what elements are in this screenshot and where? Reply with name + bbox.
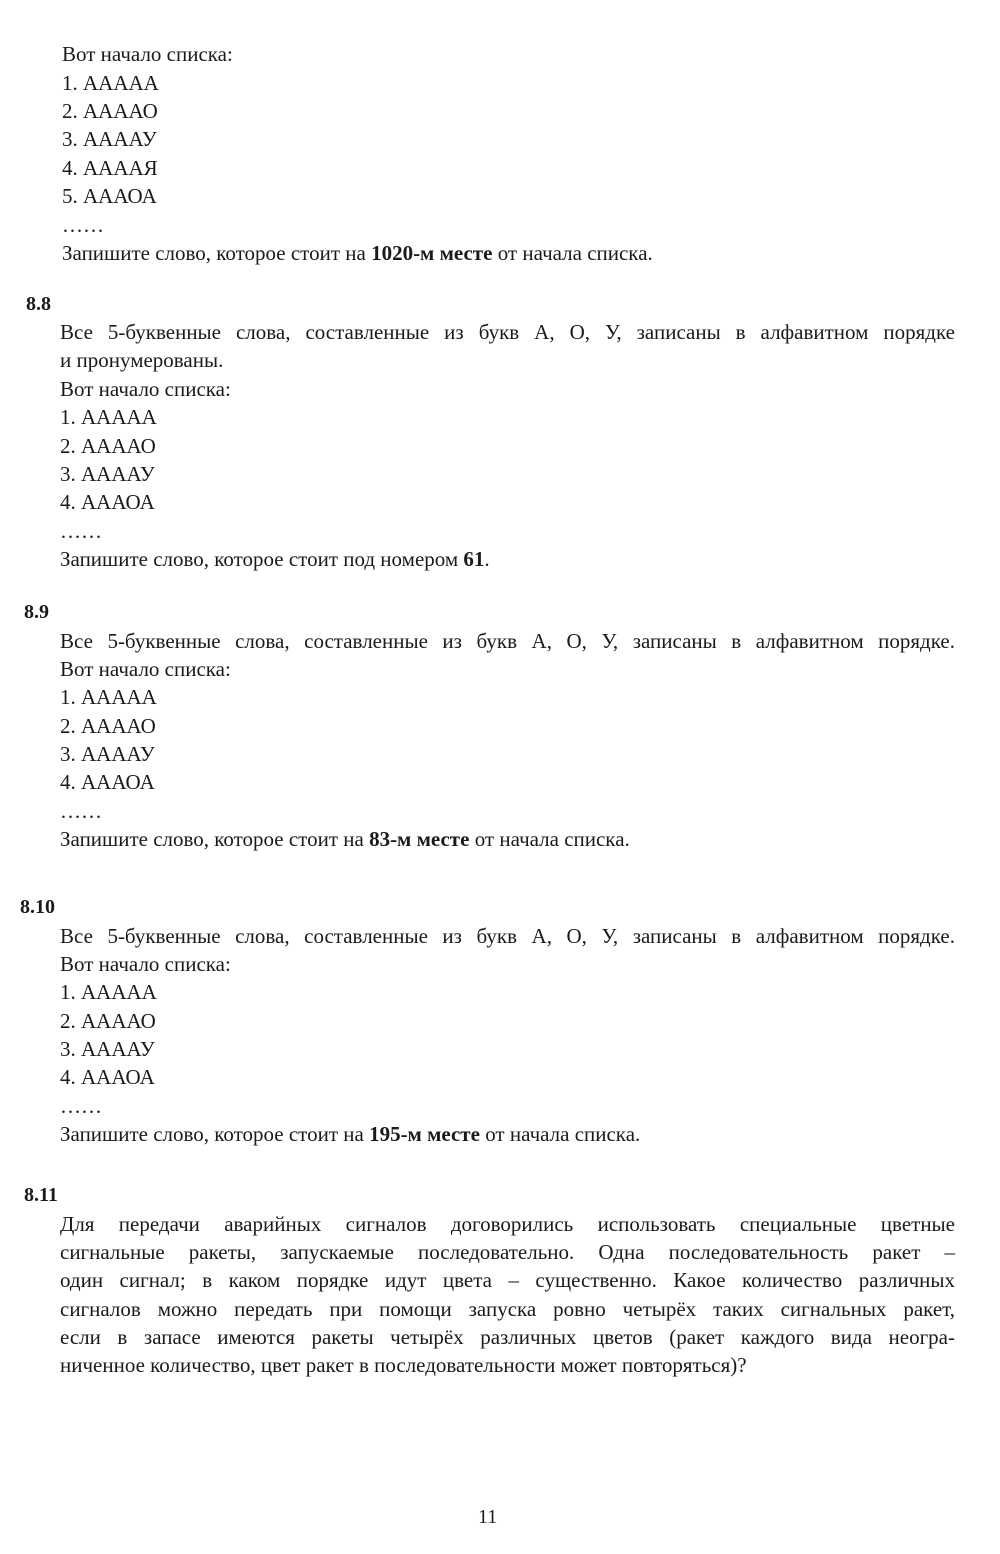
list-item: 3. ААААУ: [60, 462, 155, 486]
list-item: 2. ААААО: [60, 1009, 156, 1033]
list-item: 2. ААААО: [60, 714, 156, 738]
task-text-line: и пронумерованы.: [60, 348, 224, 372]
list-item: 4. ААААЯ: [62, 156, 158, 180]
list-item: 1. ААААА: [62, 71, 159, 95]
task-number: 8.10: [20, 896, 55, 918]
task-number: 8.11: [24, 1184, 58, 1206]
task-text-line: Все 5-буквенные слова, составленные из букв А, О, У, записаны в алфавитном порядке.: [60, 924, 955, 948]
list-ellipsis: ……: [62, 213, 104, 237]
list-start-label: Вот начало списка:: [62, 42, 233, 66]
question-line: Запишите слово, которое стоит на 195-м месте от начала списка.: [60, 1122, 641, 1146]
list-item: 4. АААОА: [60, 490, 155, 514]
question-line: Запишите слово, которое стоит под номером 61.: [60, 547, 490, 571]
task-text-line: если в запасе имеются ракеты четырёх различных цветов (ракет каждого вида неогра-: [60, 1325, 955, 1349]
list-ellipsis: ……: [60, 519, 102, 543]
question-line: Запишите слово, которое стоит на 83-м месте от начала списка.: [60, 827, 630, 851]
task-text-line: сигналов можно передать при помощи запуска ровно четырёх таких сигнальных ракет,: [60, 1297, 955, 1321]
list-start-label: Вот начало списка:: [60, 657, 231, 681]
list-item: 1. ААААА: [60, 980, 157, 1004]
list-item: 4. АААОА: [60, 770, 155, 794]
task-text-line: один сигнал; в каком порядке идут цвета – существенно. Какое количество различных: [60, 1268, 955, 1292]
list-item: 1. ААААА: [60, 685, 157, 709]
list-item: 3. ААААУ: [60, 742, 155, 766]
list-start-label: Вот начало списка:: [60, 377, 231, 401]
task-text-line: ниченное количество, цвет ракет в последовательности может повторяться)?: [60, 1353, 747, 1377]
page-number: 11: [478, 1506, 498, 1528]
task-number: 8.9: [24, 601, 49, 623]
list-item: 3. ААААУ: [60, 1037, 155, 1061]
question-line: Запишите слово, которое стоит на 1020-м месте от начала списка.: [62, 241, 653, 265]
task-number: 8.8: [26, 293, 51, 315]
list-item: 2. ААААО: [62, 99, 158, 123]
list-item: 1. ААААА: [60, 405, 157, 429]
list-item: 4. АААОА: [60, 1065, 155, 1089]
list-item: 3. ААААУ: [62, 127, 157, 151]
task-text-line: Все 5-буквенные слова, составленные из букв А, О, У, записаны в алфавитном порядке.: [60, 629, 955, 653]
list-item: 2. ААААО: [60, 434, 156, 458]
list-start-label: Вот начало списка:: [60, 952, 231, 976]
list-item: 5. АААОА: [62, 184, 157, 208]
list-ellipsis: ……: [60, 1094, 102, 1118]
list-ellipsis: ……: [60, 799, 102, 823]
task-text-line: Для передачи аварийных сигналов договорились использовать специальные цветные: [60, 1212, 955, 1236]
task-text-line: сигнальные ракеты, запускаемые последовательно. Одна последовательность ракет –: [60, 1240, 955, 1264]
task-text-line: Все 5-буквенные слова, составленные из букв А, О, У, записаны в алфавитном порядке: [60, 320, 955, 344]
